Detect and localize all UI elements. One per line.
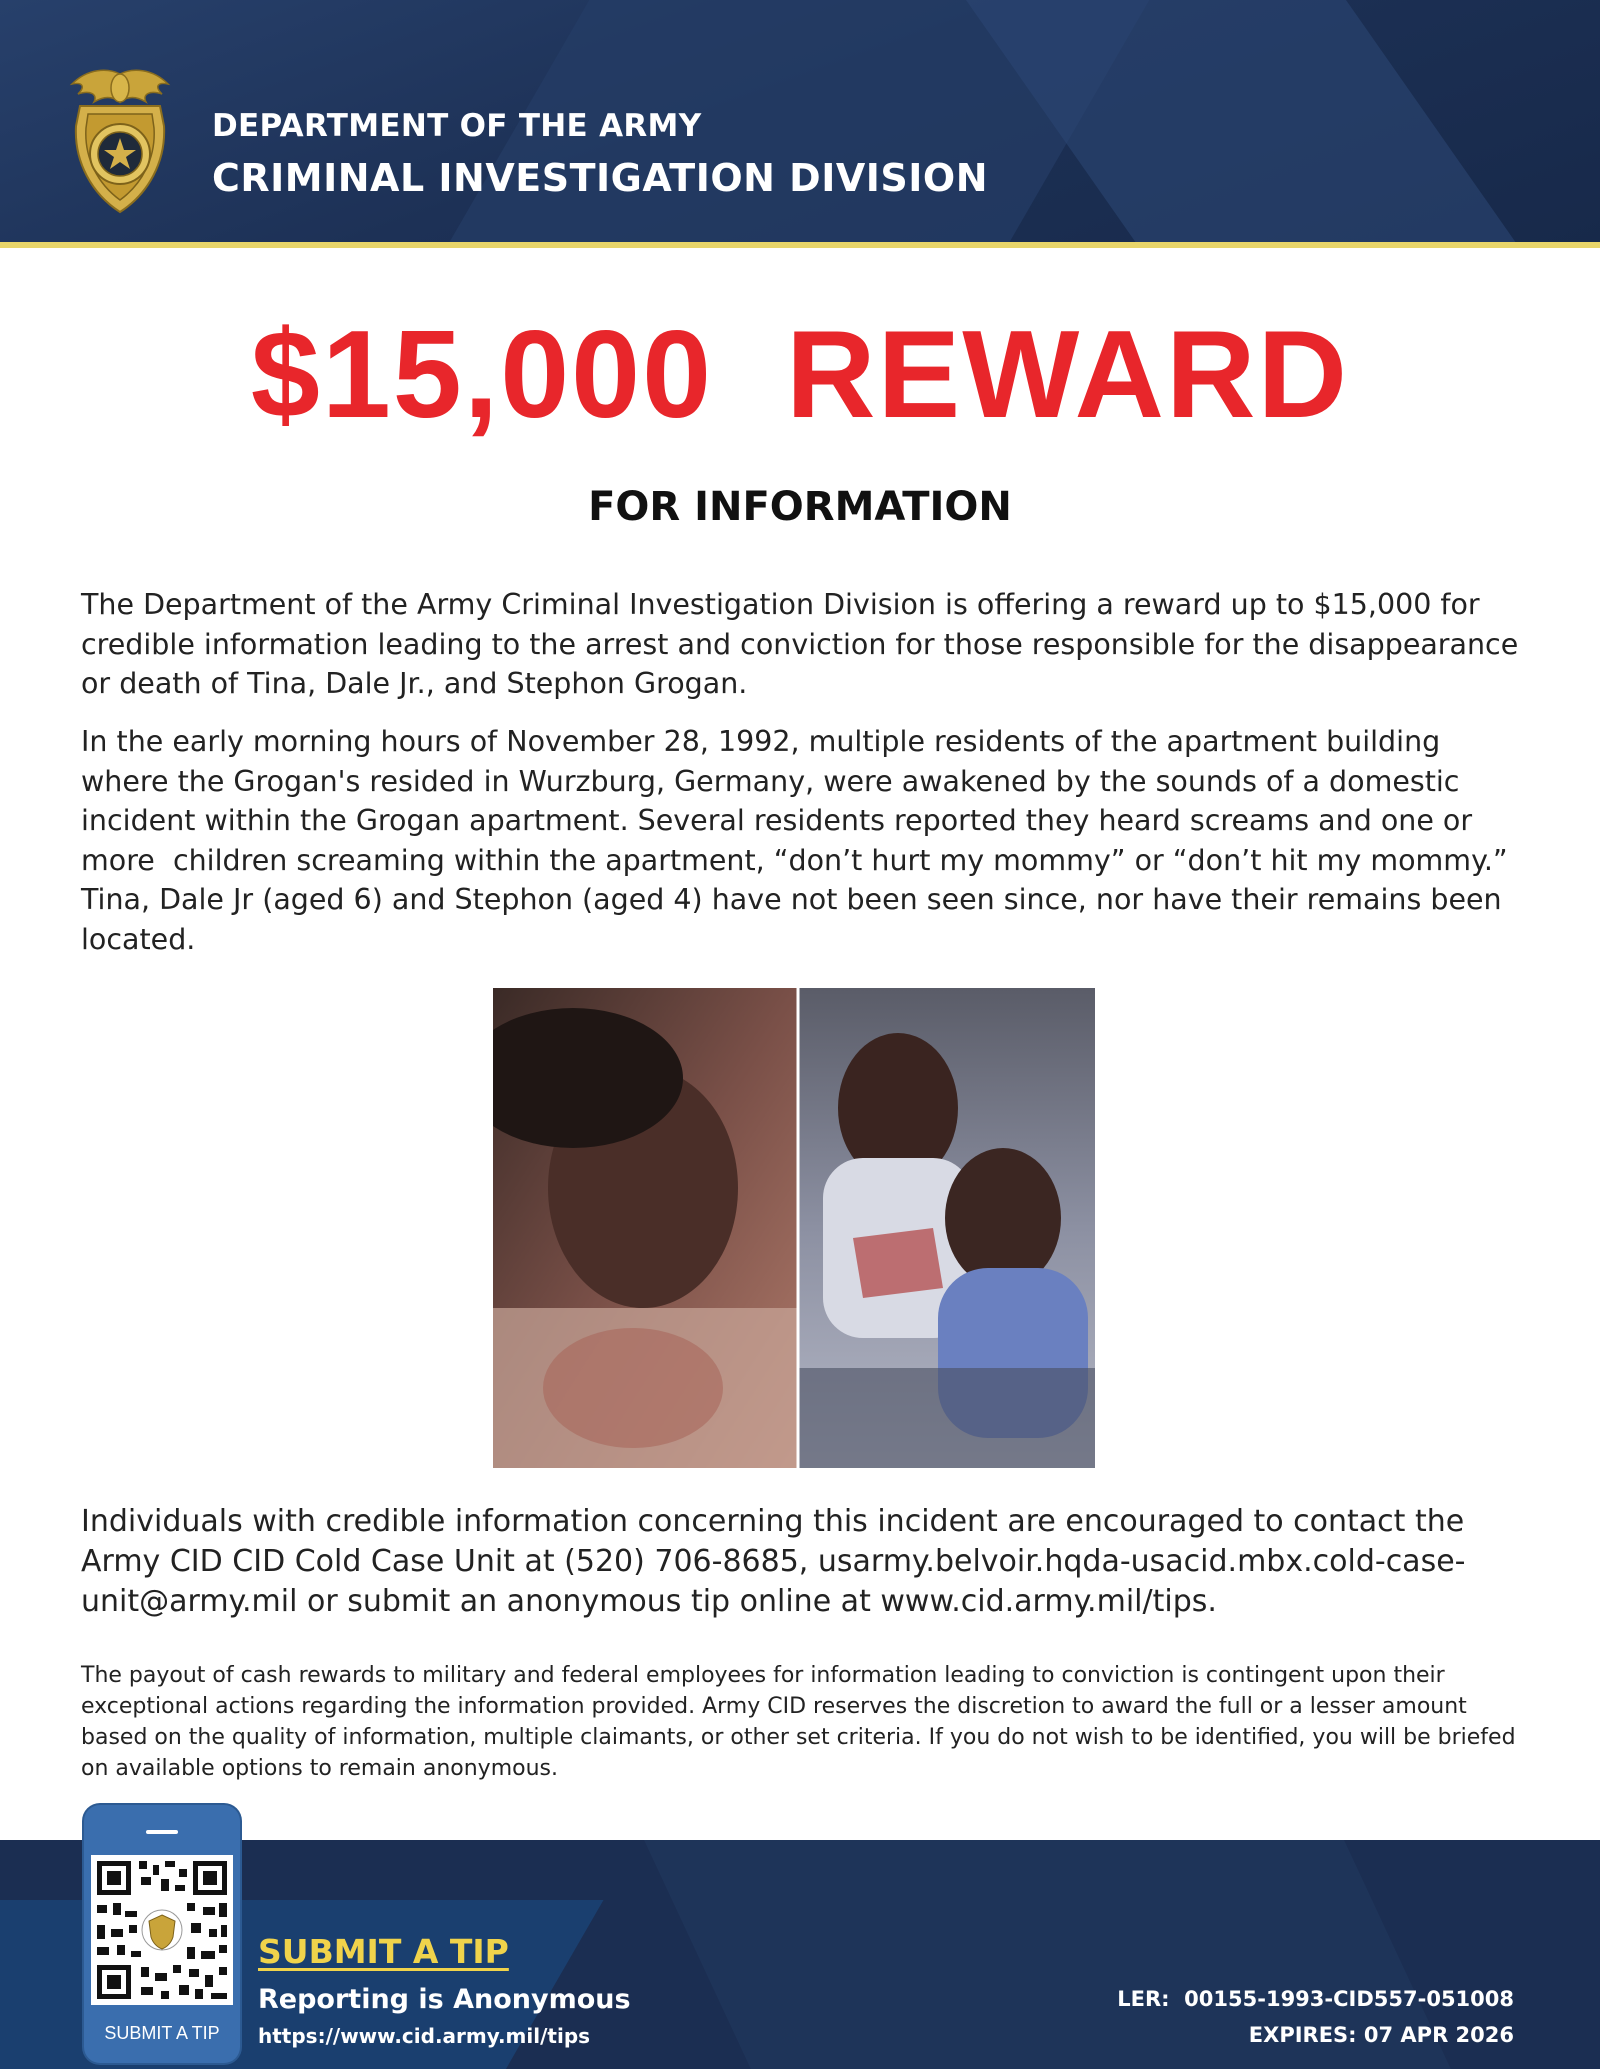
victims-photo bbox=[493, 988, 1095, 1468]
division-title: CRIMINAL INVESTIGATION DIVISION bbox=[212, 156, 989, 200]
header-banner bbox=[0, 0, 1600, 248]
tips-url-link[interactable]: https://www.cid.army.mil/tips bbox=[258, 2024, 591, 2048]
phone-submit-tip-label[interactable]: SUBMIT A TIP bbox=[104, 2023, 220, 2043]
woman-portrait bbox=[493, 988, 798, 1468]
children-portrait bbox=[798, 988, 1095, 1468]
qr-code-icon[interactable] bbox=[91, 1855, 233, 2005]
phone-speaker bbox=[146, 1830, 178, 1834]
submit-tip-heading[interactable]: SUBMIT A TIP bbox=[258, 1932, 509, 1971]
cid-badge-icon bbox=[68, 66, 172, 216]
for-information-subheading: FOR INFORMATION bbox=[588, 484, 1012, 530]
reporting-anonymous-text: Reporting is Anonymous bbox=[258, 1984, 631, 2015]
reward-disclaimer: The payout of cash rewards to military and federal employees for information leading to conviction is contingent upon their exceptional actions regarding the information provided. Army CID reserves the discretion to award the full or a lesser amount based on the quality of information, multiple claimants, or other set criteria. If you do not wish to be identified, you will be briefed on available options to remain anonymous. bbox=[81, 1663, 1516, 1781]
department-title: DEPARTMENT OF THE ARMY bbox=[212, 108, 702, 144]
reward-headline: $15,000 REWARD bbox=[250, 306, 1350, 444]
expiration-date: EXPIRES: 07 APR 2026 bbox=[1248, 2023, 1514, 2047]
header-gold-stripe bbox=[0, 242, 1600, 248]
reward-description: The Department of the Army Criminal Investigation Division is offering a reward up to $15,000 for credible information leading to the arrest and conviction for those responsible for the disappearance or death of Tina, Dale Jr., and Stephon Grogan. bbox=[81, 588, 1519, 700]
incident-description: In the early morning hours of November 28, 1992, multiple residents of the apartment building where the Grogan's resided in Wurzburg, Germany, were awakened by the sounds of a domestic incident within the Grogan apartment. Several residents reported they heard screams and one or more children screaming within the apartment, “don’t hurt my mommy” or “don’t hit my mommy.” Tina, Dale Jr (aged 6) and Stephon (aged 4) have not been seen since, nor have their remains been located. bbox=[81, 725, 1517, 956]
contact-information: Individuals with credible information concerning this incident are encouraged to contact the Army CID CID Cold Case Unit at (520) 706-8685, usarmy.belvoir.hqda-usacid.mbx.cold-case-unit@army.mil or submit an anonymous tip online at www.cid.army.mil/tips. bbox=[81, 1504, 1466, 1619]
submit-tip-phone-graphic[interactable] bbox=[84, 1805, 240, 2063]
ler-number: LER: 00155-1993-CID557-051008 bbox=[1117, 1987, 1514, 2011]
